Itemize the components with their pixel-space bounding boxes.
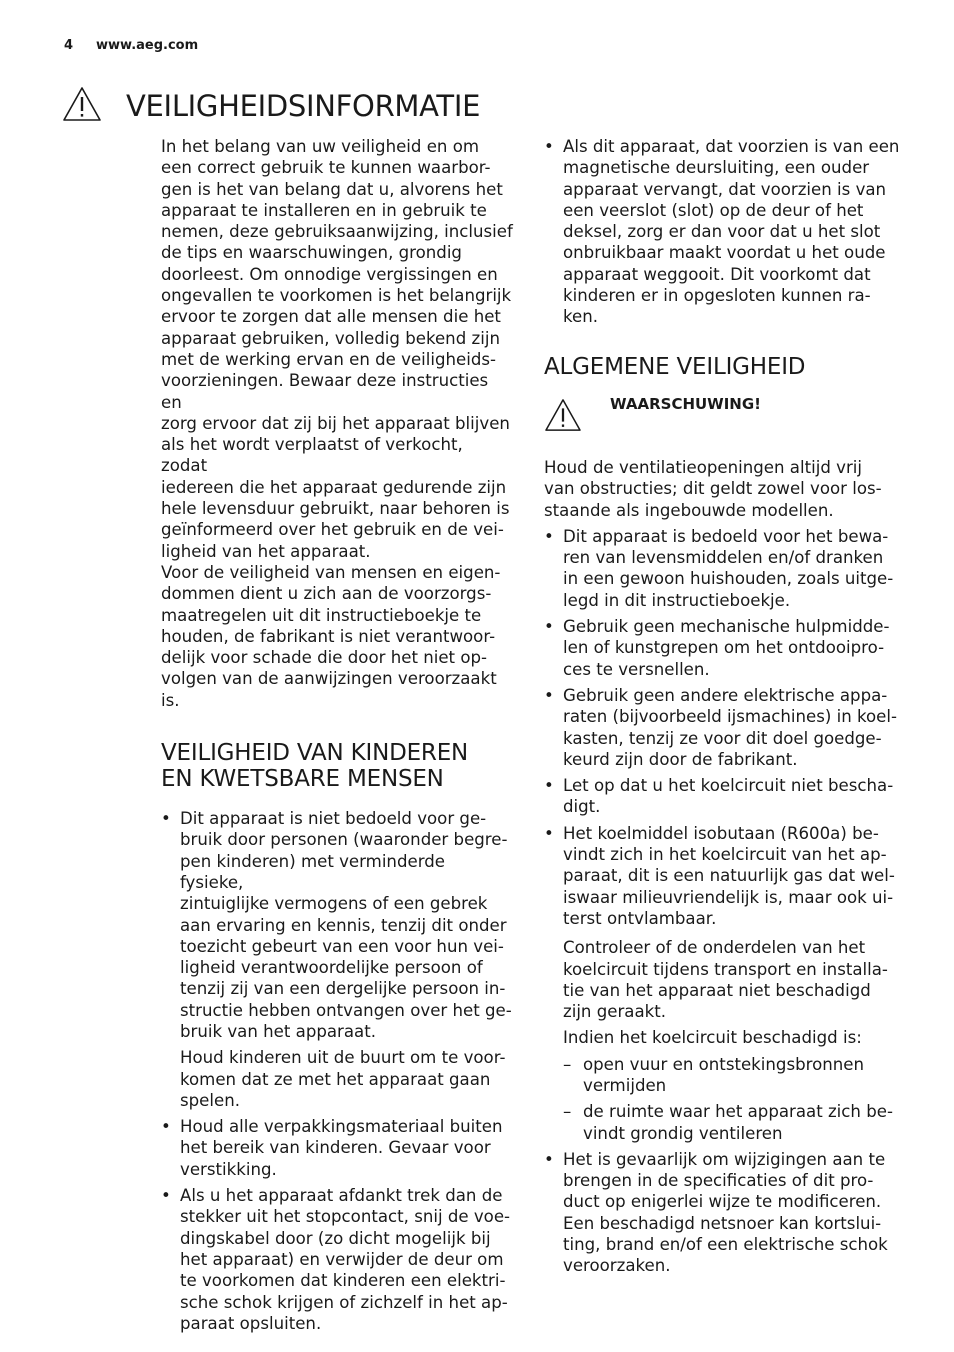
page-number: 4 bbox=[64, 38, 74, 53]
warning-callout bbox=[544, 394, 900, 437]
dash-item: – de ruimte waar het apparaat zich be- vindt grondig ventileren bbox=[563, 1102, 893, 1143]
list-item: • Gebruik geen andere elektrische appa- raten (bijvoorbeeld ijsmachines) in koel- kasten, tenzij ze voor dit doel goedge- keurd zijn door de fabrikant. bbox=[544, 685, 897, 769]
warning-triangle-icon bbox=[544, 398, 582, 437]
title-row bbox=[62, 70, 480, 143]
list-item: • Dit apparaat is bedoeld voor het bewa- ren van levensmiddelen en/of dranken in een gewoon huishouden, zoals uitge- legd in dit instructieboekje. bbox=[544, 526, 894, 610]
list-item: • Dit apparaat is niet bedoeld voor ge- bruik door personen (waaronder begre- pen kinderen) met verminderde fysieke, zintuiglijke vermogens of een gebrek aan ervaring en kennis, tenzij dit onder toezicht gebeurt van een voor hun vei- ligheid verantwoordelijke persoon of tenzij zij van een dergelijke persoon in- structie hebben ontvangen over het ge- bruik van het apparaat. bbox=[161, 809, 512, 1041]
page-header bbox=[64, 38, 198, 53]
section-heading-general-safety: ALGEMENE VEILIGHEID bbox=[544, 353, 806, 380]
intro-paragraph: In het belang van uw veiligheid en om een correct gebruik te kunnen waarbor- gen is het van belang dat u, alvorens het apparaat te installeren en in gebruik te nemen, deze gebruiksaanwijzing, inclusief de tips en waarschuwingen, grondig doorleest. Om onnodige vergissingen en ongevallen te voorkomen is het belangrijk ervoor te zorgen dat alle mensen die het apparaat gebruiken, volledig bekend zijn met de werking ervan en de veiligheids- voorzieningen. Bewaar deze instructies en zorg ervoor dat zij bij het apparaat blijven als het wordt verplaatst of verkocht, zodat iedereen die het apparaat gedurende zijn hele levensduur gebruikt, naar behoren is geïnformeerd over het gebruik en de vei- ligheid van het apparaat. Voor de veiligheid van mensen en eigen- dommen dient u zich aan de voorzorgs- maatregelen uit dit instructieboekje te houden, de fabrikant is niet verantwoor- delijk voor schade die door het niet op- volgen van de aanwijzingen veroorzaakt is. bbox=[161, 137, 513, 710]
list-item: • Het is gevaarlijk om wijzigingen aan te brengen in de specificaties of dit pro- duct op enigerlei wijze te modificeren. Een beschadigd netsnoer kan kortslui- ting, brand en/of een elektrische schok veroorzaken. bbox=[544, 1149, 888, 1276]
indented-paragraph: Controleer of de onderdelen van het koelcircuit tijdens transport en installa- tie van het apparaat niet beschadigd zijn geraakt. bbox=[563, 938, 888, 1022]
section-heading-children-safety: VEILIGHEID VAN KINDEREN EN KWETSBARE MENSEN bbox=[161, 740, 469, 793]
right-column bbox=[544, 136, 900, 1277]
list-item: • Als dit apparaat, dat voorzien is van een magnetische deursluiting, een ouder apparaat vervangt, dat voorzien is van een veerslot (slot) op de deur of het deksel, zorg er dan voor dat u het slot onbruikbaar maakt voordat u het oude apparaat weggooit. Dit voorkomt dat kinderen er in opgesloten kunnen ra- ken. bbox=[544, 137, 900, 327]
website-url[interactable]: www.aeg.com bbox=[96, 38, 199, 53]
page-title: VEILIGHEIDSINFORMATIE bbox=[126, 89, 481, 124]
warning-triangle-icon bbox=[62, 86, 102, 126]
list-item: • Het koelmiddel isobutaan (R600a) be- vindt zich in het koelcircuit van het ap- paraat, dit is een natuurlijk gas dat wel- iswaar milieuvriendelijk is, maar ook ui- terst ontvlambaar. bbox=[544, 823, 895, 928]
list-item: • Houd alle verpakkingsmateriaal buiten het bereik van kinderen. Gevaar voor verstikking. bbox=[161, 1117, 503, 1179]
list-item: • Let op dat u het koelcircuit niet bescha- digt. bbox=[544, 776, 894, 817]
indented-paragraph: Houd kinderen uit de buurt om te voor- komen dat ze met het apparaat gaan spelen. bbox=[180, 1048, 506, 1110]
dash-item: – open vuur en ontstekingsbronnen vermijden bbox=[563, 1054, 864, 1095]
list-item: • Als u het apparaat afdankt trek dan de stekker uit het stopcontact, snij de voe- dingskabel door (zo dicht mogelijk bij het apparaat) en verwijder de deur om te voorkomen dat kinderen een elektri- sche schok krijgen of zichzelf in het ap- paraat opsluiten. bbox=[161, 1186, 511, 1333]
list-item: • Gebruik geen mechanische hulpmidde- len of kunstgrepen om het ontdooipro- ces te versnellen. bbox=[544, 617, 890, 679]
warning-text: Houd de ventilatieopeningen altijd vrij van obstructies; dit geldt zowel voor los- staande als ingebouwde modellen. bbox=[544, 457, 882, 520]
left-column bbox=[161, 136, 513, 1334]
warning-label: WAARSCHUWING! bbox=[610, 394, 762, 413]
indented-paragraph: Indien het koelcircuit beschadigd is: bbox=[563, 1028, 862, 1048]
